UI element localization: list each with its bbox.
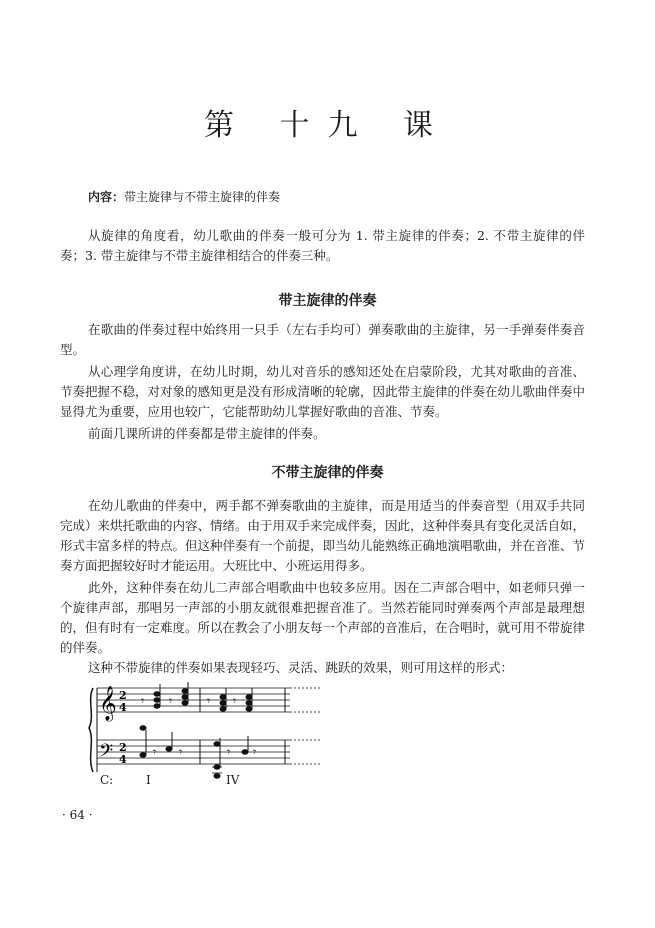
section1-paragraph-3: 前面几课所讲的伴奏都是带主旋律的伴奏。	[88, 426, 326, 441]
svg-text:𝄾: 𝄾	[253, 745, 257, 759]
section1-paragraph-1: 在歌曲的伴奏过程中始终用一只手（左右手均可）弹奏歌曲的主旋律，另一手弹奏伴奏音型。	[60, 322, 585, 357]
treble-clef-icon: 𝄞	[99, 686, 117, 721]
time-sig-top-treble: 2	[119, 689, 127, 702]
svg-text:𝄾: 𝄾	[169, 694, 173, 708]
chord-label-1: I	[146, 773, 151, 787]
svg-text:𝄾: 𝄾	[179, 745, 183, 759]
svg-text:𝄾: 𝄾	[141, 694, 145, 708]
content-text: 带主旋律与不带主旋律的伴奏	[124, 190, 281, 204]
content-line	[88, 188, 280, 205]
time-sig-top-bass: 2	[119, 741, 127, 754]
measure-2-treble	[207, 688, 252, 711]
section1-heading: 带主旋律的伴奏	[278, 293, 377, 309]
intro-paragraph: 从旋律的角度看，幼儿歌曲的伴奏一般可分为 1. 带主旋律的伴奏；2. 不带主旋律的伴奏；3. 带主旋律与不带主旋律相结合的伴奏三种。	[60, 228, 585, 263]
section2-paragraph-3: 这种不带旋律的伴奏如果表现轻巧、灵活、跳跃的效果，则可用这样的形式：	[88, 660, 514, 675]
time-sig-bottom-bass: 4	[119, 753, 127, 766]
measure-1-bass	[140, 726, 182, 759]
time-sig-bottom-treble: 4	[119, 701, 127, 714]
svg-text:𝄾: 𝄾	[207, 694, 211, 708]
page-number: · 64 ·	[62, 808, 93, 822]
section2-paragraph-2: 此外，这种伴奏在幼儿二声部合唱歌曲中也较多应用。因在二声部合唱中，如老师只弹一个旋律声部，那唱另一声部的小朋友就很难把握音准了。当然若能同时弹奏两个声部是最理想的，但有时有一定难度。所以在教会了小朋友每一个声部的音准后，在合唱时，就可用不带旋律的伴奏。	[60, 580, 586, 655]
svg-text:𝄾: 𝄾	[153, 745, 157, 759]
brace-icon	[89, 688, 93, 772]
chord-label-2: IV	[226, 773, 240, 787]
key-label: C:	[100, 773, 114, 787]
bass-clef-icon: 𝄢	[99, 741, 114, 766]
section2-paragraph-1: 在幼儿歌曲的伴奏中，两手都不弹奏歌曲的主旋律，而是用适当的伴奏音型（用双手共同完成）来烘托歌曲的内容、情绪。由于用双手来完成伴奏，因此，这种伴奏具有变化灵活自如，形式丰富多样的特点。但这种伴奏有一个前提，即当幼儿能熟练正确地演唱歌曲，并在音准、节奏方面把握较好时才能运用。大班比中、小班运用得多。	[60, 498, 586, 573]
measure-1-treble	[141, 682, 188, 708]
svg-text:𝄾: 𝄾	[227, 745, 231, 759]
music-score	[85, 680, 325, 790]
content-label: 内容：	[88, 190, 125, 204]
section2-heading: 不带主旋律的伴奏	[271, 465, 384, 481]
measure-2-bass	[212, 736, 256, 778]
section1-paragraph-2: 从心理学角度讲，在幼儿时期，幼儿对音乐的感知还处在启蒙阶段，尤其对歌曲的音准、节奏把握不稳，对对象的感知更是没有形成清晰的轮廓，因此带主旋律的伴奏在幼儿歌曲伴奏中显得尤为重要，应用也较广，它能帮助幼儿掌握好歌曲的音准、节奏。	[60, 364, 586, 419]
page-title: 第 十九 课	[203, 108, 452, 143]
svg-text:𝄾: 𝄾	[233, 694, 237, 708]
